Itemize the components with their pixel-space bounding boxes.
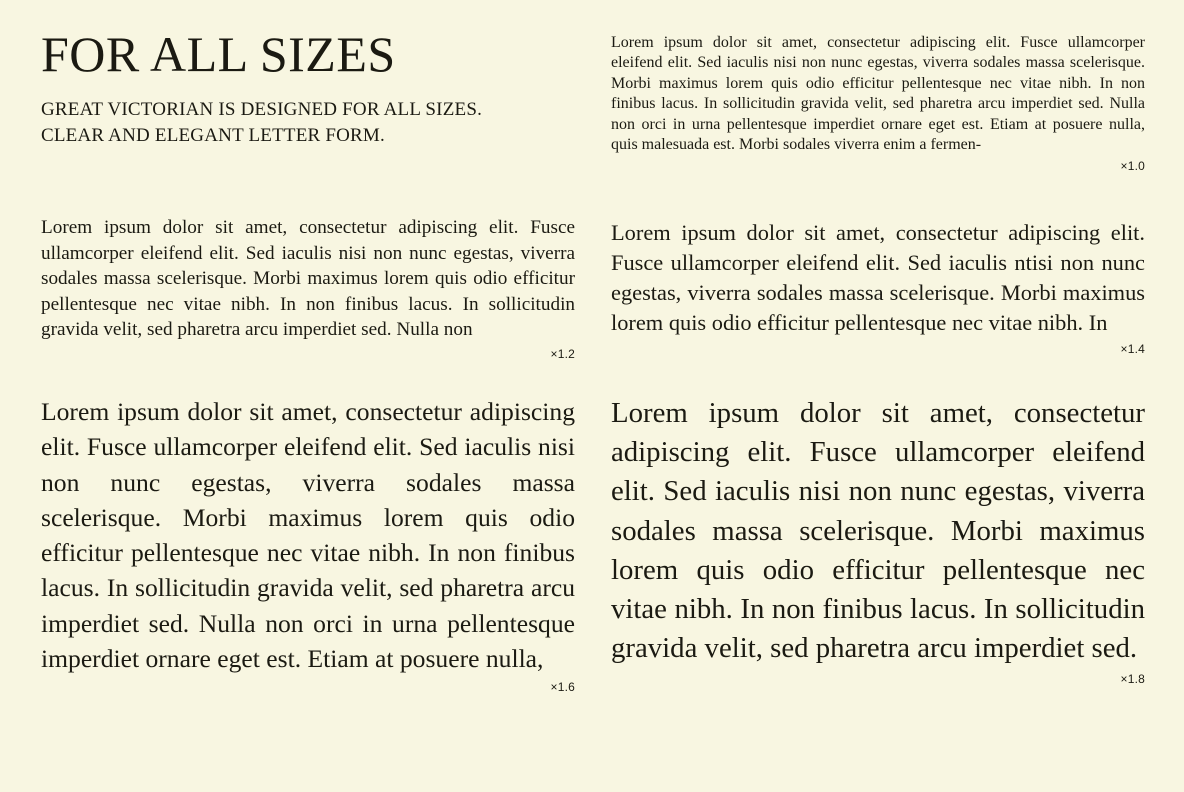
scale-label-x10: ×1.0 <box>1120 159 1145 174</box>
left-column <box>41 0 575 792</box>
page-title: FOR ALL SIZES <box>41 26 396 82</box>
specimen-body-x12: Lorem ipsum dolor sit amet, consectetur adipiscing elit. Fusce ullamcorper eleifend elit. Sed iaculis nisi non nunc egestas, viverra sodales massa scelerisque. Morbi maximus lorem quis odio efficitur pellentesque nec vitae nibh. In non finibus lacus. In sollicitudin gravida velit, sed pharetra arcu imperdiet sed. Nulla non <box>41 217 575 341</box>
specimen-body-x10: Lorem ipsum dolor sit amet, consectetur adipiscing elit. Fusce ullamcorper eleifend elit. Sed iaculis nisi non nunc egestas, viverra sodales massa scelerisque. Morbi maximus lorem quis odio efficitur pellentesque nec vitae nibh. In non finibus lacus. In sollicitudin gravida velit, sed pharetra arcu imperdiet sed. Nulla non orci in urna pellentesque imperdiet ornare eget est. Etiam at posuere nulla, quis malesuada est. Morbi sodales viverra enim a fermen- <box>611 34 1145 154</box>
right-column <box>611 0 1145 792</box>
specimen-block-x18 <box>611 394 1145 686</box>
page-subtitle <box>41 81 575 148</box>
specimen-block-x12 <box>41 215 575 361</box>
subtitle-line-2: CLEAR AND ELEGANT LETTER FORM. <box>41 124 385 146</box>
specimen-block-x16 <box>41 394 575 694</box>
specimen-block-x14 <box>611 218 1145 356</box>
specimen-body-x18: Lorem ipsum dolor sit amet, consectetur adipiscing elit. Fusce ullamcorper eleifend elit. Sed iaculis nisi non nunc egestas, viverra sodales massa scelerisque. Morbi maximus lorem quis odio efficitur pellentesque nec vitae nibh. In non finibus lacus. In sollicitudin gravida velit, sed pharetra arcu imperdiet sed. <box>611 397 1145 665</box>
specimen-body-x16: Lorem ipsum dolor sit amet, consectetur adipiscing elit. Fusce ullamcorper eleifend elit. Sed iaculis nisi non nunc egestas, viverra sodales massa scelerisque. Morbi maximus lorem quis odio efficitur pellentesque nec vitae nibh. In non finibus lacus. In sollicitudin gravida velit, sed pharetra arcu imperdiet sed. Nulla non orci in urna pellentesque imperdiet ornare eget est. Etiam at posuere nulla, <box>41 397 575 674</box>
subtitle-line-1: GREAT VICTORIAN IS DESIGNED FOR ALL SIZES. <box>41 99 483 120</box>
specimen-body-x14: Lorem ipsum dolor sit amet, consectetur adipiscing elit. Fusce ullamcorper eleifend elit. Sed iaculis ntisi non nunc egestas, viverra sodales massa scelerisque. Morbi maximus lorem quis odio efficitur pellentesque nec vitae nibh. In <box>611 220 1145 335</box>
masthead <box>41 27 575 148</box>
scale-label-x14: ×1.4 <box>1120 342 1145 356</box>
scale-label-x16: ×1.6 <box>550 680 575 695</box>
scale-label-x18: ×1.8 <box>1120 672 1145 687</box>
specimen-block-x10 <box>611 33 1145 173</box>
scale-label-x12: ×1.2 <box>550 346 575 361</box>
